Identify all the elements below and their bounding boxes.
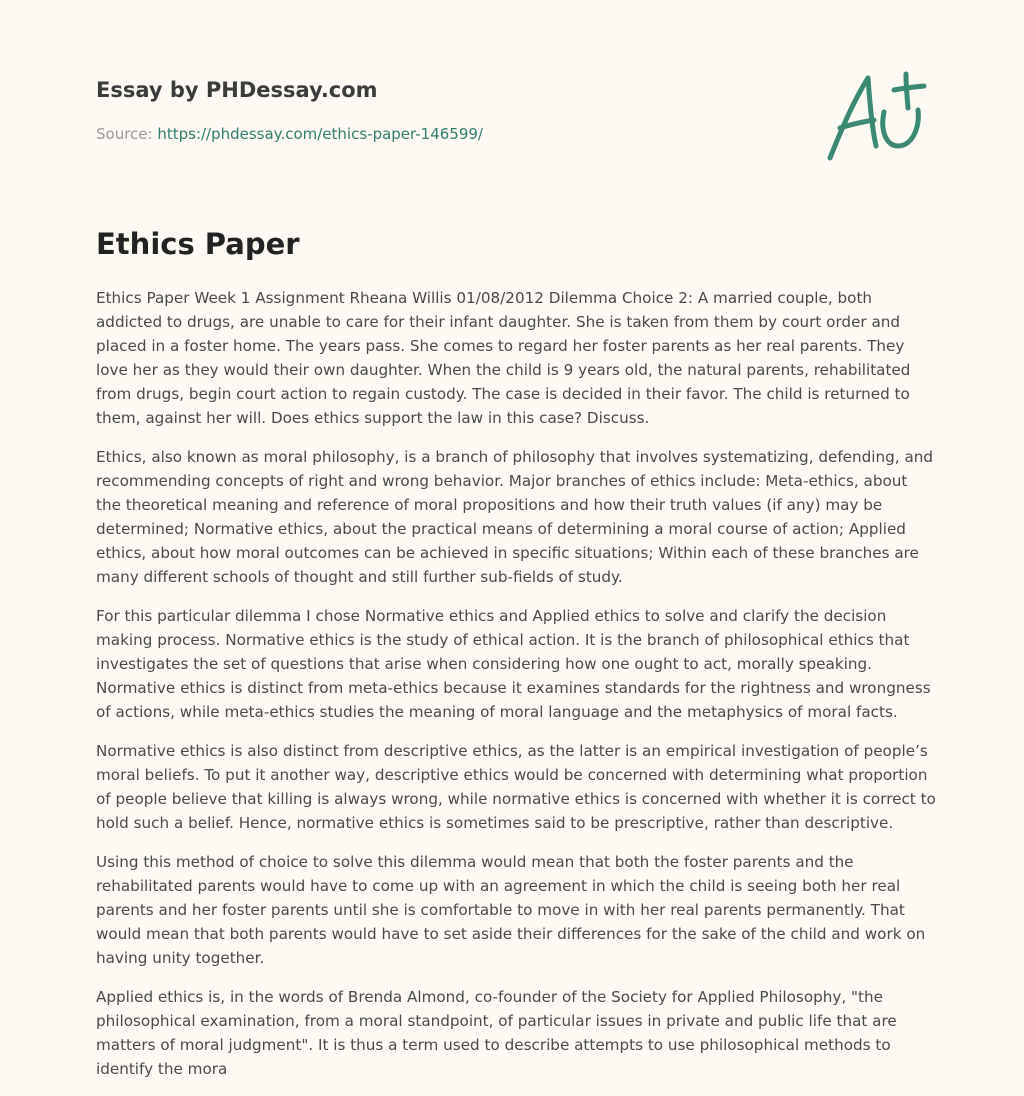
a-plus-grade-icon	[820, 66, 930, 166]
paragraph: Normative ethics is also distinct from descriptive ethics, as the latter is an empirical investigation of people’s moral beliefs. To put it another way, descriptive ethics would be concerned with determining what proportion of people believe that killing is always wrong, while normative ethics is concerned with whether it is correct to hold such a belief. Hence, normative ethics is sometimes said to be prescriptive, rather than descriptive.	[96, 742, 936, 832]
site-title: Essay by PHDessay.com	[96, 78, 378, 102]
document-title: Ethics Paper	[96, 227, 300, 261]
site-header	[96, 74, 796, 144]
paragraph: Using this method of choice to solve this dilemma would mean that both the foster parents and the rehabilitated parents would have to come up with an agreement in which the child is seeing both her real parents and her foster parents until she is comfortable to move in with her real parents permanently. That would mean that both parents would have to set aside their differences for the sake of the child and work on having unity together.	[96, 853, 926, 967]
source-link[interactable]: https://phdessay.com/ethics-paper-146599/	[157, 125, 483, 143]
source-line	[96, 124, 796, 144]
paragraph: Ethics Paper Week 1 Assignment Rheana Willis 01/08/2012 Dilemma Choice 2: A married couple, both addicted to drugs, are unable to care for their infant daughter. She is taken from them by court order and placed in a foster home. The years pass. She comes to regard her foster parents as her real parents. They love her as they would their own daughter. When the child is 9 years old, the natural parents, rehabilitated from drugs, begin court action to regain custody. The case is decided in their favor. The child is returned to them, against her will. Does ethics support the law in this case? Discuss.	[96, 289, 911, 427]
paragraph: For this particular dilemma I chose Normative ethics and Applied ethics to solve and clarify the decision making process. Normative ethics is the study of ethical action. It is the branch of philosophical ethics that investigates the set of questions that arise when considering how one ought to act, morally speaking. Normative ethics is distinct from meta-ethics because it examines standards for the rightness and wrongness of actions, while meta-ethics studies the meaning of moral language and the metaphysics of moral facts.	[96, 607, 931, 721]
paragraph: Applied ethics is, in the words of Brenda Almond, co-founder of the Society for Applied Philosophy, "the philosophical examination, from a moral standpoint, of particular issues in private and public life that are matters of moral judgment". It is thus a term used to describe attempts to use philosophical methods to identify the mora	[96, 988, 897, 1078]
paragraph: Ethics, also known as moral philosophy, is a branch of philosophy that involves systematizing, defending, and recommending concepts of right and wrong behavior. Major branches of ethics include: Meta-ethics, about the theoretical meaning and reference of moral propositions and how their truth values (if any) may be determined; Normative ethics, about the practical means of determining a moral course of action; Applied ethics, about how moral outcomes can be achieved in specific situations; Within each of these branches are many different schools of thought and still further sub-fields of study.	[96, 448, 934, 586]
source-label: Source:	[96, 125, 158, 143]
essay-body	[96, 286, 936, 1096]
